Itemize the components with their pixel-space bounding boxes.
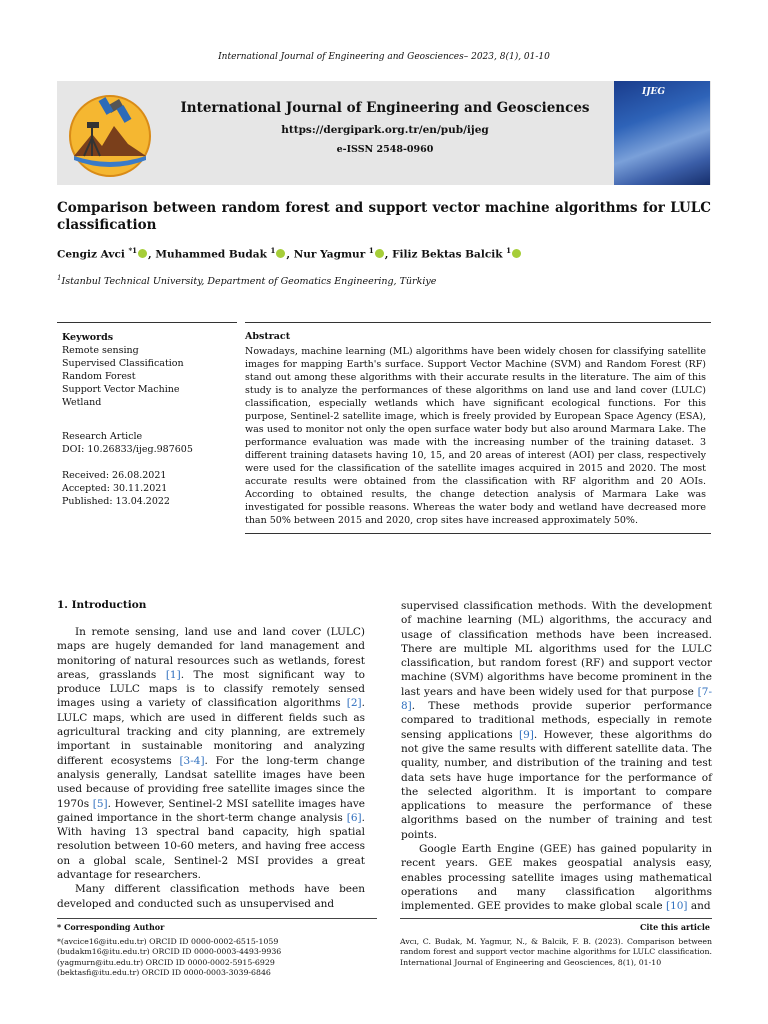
intro-right-column	[401, 599, 712, 914]
journal-title: International Journal of Engineering and Geosciences	[180, 100, 590, 116]
paragraph	[57, 625, 365, 882]
paragraph	[401, 599, 712, 842]
citation-link[interactable]: [5]	[92, 797, 108, 810]
article-type: Research Article	[62, 431, 143, 442]
affiliation	[57, 274, 436, 287]
keyword-item: Random Forest	[62, 371, 136, 382]
doi[interactable]: DOI: 10.26833/ijeg.987605	[62, 444, 193, 455]
email-line: (bektasfi@itu.edu.tr) ORCID ID 0000-0003-3039-6846	[57, 968, 271, 978]
keyword-item: Support Vector Machine	[62, 384, 180, 395]
citation-link[interactable]: [2]	[346, 697, 362, 710]
paragraph-text: supervised classification methods. With the development of machine learning (ML) algorithms, the accuracy and usage of classification methods have been increased. There are multiple ML algorithms used for the LULC classification, but random forest (RF) and support vector machine (SVM) algorithms have become prominent in the last years and have been widely used for that purpose	[401, 600, 712, 698]
paragraph	[57, 882, 365, 911]
running-header: International Journal of Engineering and Geosciences– 2023, 8(1), 01-10	[218, 52, 550, 62]
paragraph-text: Many different classification methods have been developed and conducted such as unsupervised and	[57, 883, 365, 910]
citation-link[interactable]: [7-8]	[401, 685, 712, 713]
author-name: Muhammed Budak	[155, 248, 267, 261]
author-sup: 1	[506, 246, 512, 255]
corresponding-author: * Corresponding Author	[57, 922, 165, 932]
abstract-bottom-divider	[245, 533, 711, 534]
paragraph-text: In remote sensing, land use and land cover (LULC) maps are hugely demanded for land management and monitoring of natural resources such as wetlands, forest areas, grasslands	[57, 626, 365, 681]
email-line: (yagmurn@itu.edu.tr) ORCID ID 0000-0002-5915-6929	[57, 957, 275, 967]
citation-link[interactable]: [1]	[165, 668, 181, 681]
email-line: *(avcice16@itu.edu.tr) ORCID ID 0000-0002-6515-1059	[57, 937, 279, 946]
journal-issn: e-ISSN 2548-0960	[336, 144, 434, 155]
author-sup: 1	[270, 246, 276, 255]
paragraph-text: . The most significant way to produce LULC maps is to classify remotely sensed images using a variety of classification algorithms	[57, 668, 365, 710]
keywords-panel	[62, 331, 232, 508]
accepted-date: Accepted: 30.11.2021	[62, 483, 168, 494]
author-name: Cengiz Avci	[57, 248, 125, 261]
intro-left-column	[57, 625, 365, 911]
paragraph-text: . For the long-term change analysis generally, Landsat satellite images have been used because of providing free satellite images since the 1970s	[57, 754, 365, 810]
author-name: Filiz Bektas Balcik	[392, 248, 503, 261]
cover-label: IJEG	[642, 87, 666, 97]
abstract-divider	[245, 322, 711, 323]
cite-text: Avcı, C. Budak, M. Yagmur, N., & Balcik, F. B. (2023). Comparison between random forest and support vector machine algorithms for LULC classification. International Journal of Engineering and Geosciences, 8(1), 01-10	[400, 937, 712, 967]
banner-text	[170, 100, 600, 155]
keywords-heading: Keywords	[62, 332, 114, 343]
paragraph	[401, 842, 712, 913]
author-emails	[57, 937, 377, 979]
abstract-heading: Abstract	[245, 331, 291, 342]
paragraph-text: . However, these algorithms do not give the same results with different satellite data. The quality, number, and distribution of the training and test data sets have huge importance for the performance of the selected algorithm. It is important to compare applications to measure the performance of these algorithms based on the number of training and test points.	[401, 728, 712, 841]
citation-link[interactable]: [10]	[665, 900, 688, 913]
footer-rule-right	[400, 918, 712, 919]
keyword-item: Supervised Classification	[62, 358, 184, 369]
journal-cover-image	[614, 81, 710, 185]
author-sup: 1	[368, 246, 374, 255]
journal-url[interactable]: https://dergipark.org.tr/en/pub/ijeg	[281, 124, 489, 136]
citation-link[interactable]: [9]	[518, 728, 534, 741]
paragraph-text: . These methods provide superior performance compared to traditional methods, especially in remote sensing applications	[401, 700, 712, 741]
affiliation-text: Istanbul Technical University, Department of Geomatics Engineering, Türkiye	[61, 276, 437, 288]
author-list: Cengiz Avci $^{*1}$ , Muhammed Budak $^1$ , Nur Yagmur $^1$ , Filiz Bektas Balcik $^1$	[57, 246, 522, 261]
abstract-text: Nowadays, machine learning (ML) algorithms have been widely chosen for classifying satellite images for mapping Earth's surface. Support Vector Machine (SVM) and Random Forest (RF) stand out among these algorithms with their accurate results in the literature. The aim of this study is to analyze the performances of these algorithms on land use and land cover (LULC) classification, especially wetlands which have significant ecological functions. For this purpose, Sentinel-2 satellite image, which is freely provided by European Space Agency (ESA), was used to monitor not only the open surface water body but also around Marmara Lake. The performance evaluation was made with the increasing number of the training dataset. 3 different training datasets having 10, 15, and 20 areas of interest (AOI) per class, respectively were used for the classification of the satellite images acquired in 2015 and 2020. The most accurate results were obtained from the classification with RF algorithm and 20 AOIs. According to obtained results, the change detection analysis of Marmara Lake was investigated for possible reasons. Whereas the water body and wetland have decreased more than 50% between 2015 and 2020, crop sites have increased approximately 50%.	[245, 346, 706, 526]
cite-heading: Cite this article	[640, 922, 710, 932]
paragraph-text: . With having 13 spectral band capacity, high spatial resolution between 10-60 meters, and having free access on a global scale, Sentinel-2 MSI provides a great advantage for researchers.	[57, 811, 365, 882]
orcid-icon[interactable]	[276, 249, 285, 258]
received-date: Received: 26.08.2021	[62, 470, 167, 481]
footer-rule-left	[57, 918, 377, 919]
paragraph-text: . LULC maps, which are used in different fields such as agricultural tracking and city planning, are extremely important in sustainable monitoring and analyzing different ecosystems	[57, 697, 365, 767]
section-heading: 1. Introduction	[57, 599, 147, 611]
citation-link[interactable]: [6]	[346, 811, 362, 824]
keyword-item: Remote sensing	[62, 345, 139, 356]
journal-logo	[62, 86, 158, 182]
keyword-item: Wetland	[62, 397, 102, 408]
published-date: Published: 13.04.2022	[62, 496, 170, 507]
paragraph-text: and	[687, 900, 711, 913]
keywords-divider	[57, 322, 237, 323]
orcid-icon[interactable]	[138, 249, 147, 258]
author-name: Nur Yagmur	[293, 248, 366, 261]
email-line: (budakm16@itu.edu.tr) ORCID ID 0000-0003-4493-9936	[57, 947, 282, 957]
orcid-icon[interactable]	[512, 249, 521, 258]
paragraph-text: Google Earth Engine (GEE) has gained popularity in recent years. GEE makes geospatial analysis easy, enables processing satellite images using mathematical operations and many classification algorithms implemented. GEE provides to make global scale	[401, 843, 712, 913]
paragraph-text: . However, Sentinel-2 MSI satellite images have gained importance in the short-term change analysis	[57, 797, 365, 824]
article-title: Comparison between random forest and support vector machine algorithms for LULC classification	[57, 200, 711, 233]
author-sup: *1	[128, 246, 138, 255]
orcid-icon[interactable]	[375, 249, 384, 258]
citation-link[interactable]: [3-4]	[179, 754, 205, 767]
affiliation-sup: 1	[57, 274, 62, 282]
